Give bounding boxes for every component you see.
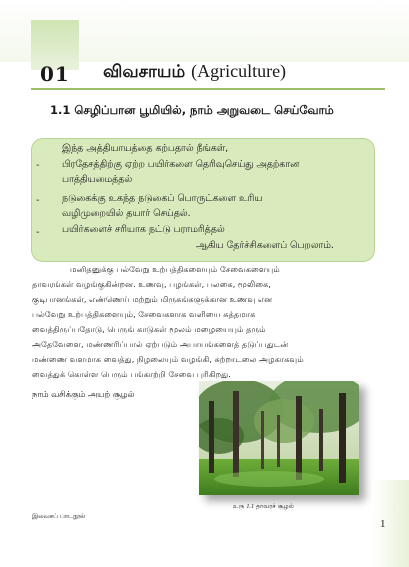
forest-illustration bbox=[199, 381, 359, 495]
objective-intro: இந்த அத்தியாயத்தை கற்பதால் நீங்கள், bbox=[62, 143, 229, 154]
footer-free-textbook: இலவசப் பாடநூல் bbox=[32, 512, 86, 520]
neighbourhood-label: நாம் வசிக்கும் அயற் சூழல் bbox=[32, 389, 135, 399]
objective-line: பாத்தியமைத்தல் bbox=[62, 174, 133, 185]
body-line: வைத்துக் கொள்ள பெரும் பங்காற்றி சேவை புரிகிறது. bbox=[32, 369, 231, 379]
figure-caption-prefix: உரு bbox=[233, 503, 245, 510]
page-number: 1 bbox=[380, 518, 386, 530]
bullet-dash: - bbox=[36, 227, 40, 238]
objective-line: பயிர்களைச் சரியாக நட்டு பராமரித்தல் bbox=[62, 224, 225, 235]
body-line: அதேவேளை, மண்ணரிப்பால் ஏற்படும் அபாயங்களைத் தடுப்பதுடன் bbox=[32, 339, 289, 349]
objective-line: நடுகைக்கு உகந்த நடுகைப் பொருட்களை உரிய bbox=[62, 193, 263, 204]
bullet-dash: - bbox=[36, 195, 40, 206]
chapter-title-tamil: விவசாயம் bbox=[103, 62, 186, 82]
page-corner-decoration bbox=[372, 480, 409, 567]
objective-line: வழிமுறையில் தயார் செய்தல். bbox=[62, 208, 191, 219]
figure-caption-text: தாவரச் சூழல் bbox=[256, 503, 294, 510]
chapter-title-english: (Agriculture) bbox=[191, 61, 287, 81]
objective-line: பிரதேசத்திற்கு ஏற்ற பயிர்களை தெரிவுசெய்து அதற்கான bbox=[62, 159, 300, 170]
body-line: தாவரங்கள் வழங்குகின்றன. உணவு, பழங்கள், பலகை, மூலிகை, bbox=[32, 279, 271, 289]
chapter-title bbox=[103, 61, 286, 84]
chapter-number: 01 bbox=[40, 62, 70, 86]
figure-caption bbox=[233, 503, 294, 511]
body-line: மனிதனுக்கு பல்வேறு உற்பத்திகளையும் சேவைகளையும் bbox=[70, 264, 280, 274]
objective-outro: ஆகிய தேர்ச்சிகளைப் பெறலாம். bbox=[196, 240, 334, 251]
body-line: வைத்திருப்பதோடு, பெருங் காடுகள் மூலம் மழையையும் தரும் bbox=[32, 324, 266, 334]
header-divider bbox=[31, 88, 385, 90]
body-line: பல்வேறு உற்பத்திகளையும், சேவைகளாக வளியை சுத்தமாக bbox=[32, 309, 256, 319]
forest-photo bbox=[199, 381, 359, 495]
bullet-dash: - bbox=[36, 160, 40, 171]
figure-caption-number: 1.1 bbox=[246, 503, 255, 510]
body-line: குடிபானங்கள், எண்ணெய் மற்றும் மிருகங்களுக்கான உணவு என bbox=[32, 294, 273, 304]
body-line: மண்ணை வளமாக வைத்து, நிழலையும் வழங்கி, சுற்றாடலை அழகாகவும் bbox=[32, 354, 304, 364]
section-title: 1.1 செழிப்பான பூமியில், நாம் அறுவடை செய்வோம் bbox=[50, 103, 334, 117]
